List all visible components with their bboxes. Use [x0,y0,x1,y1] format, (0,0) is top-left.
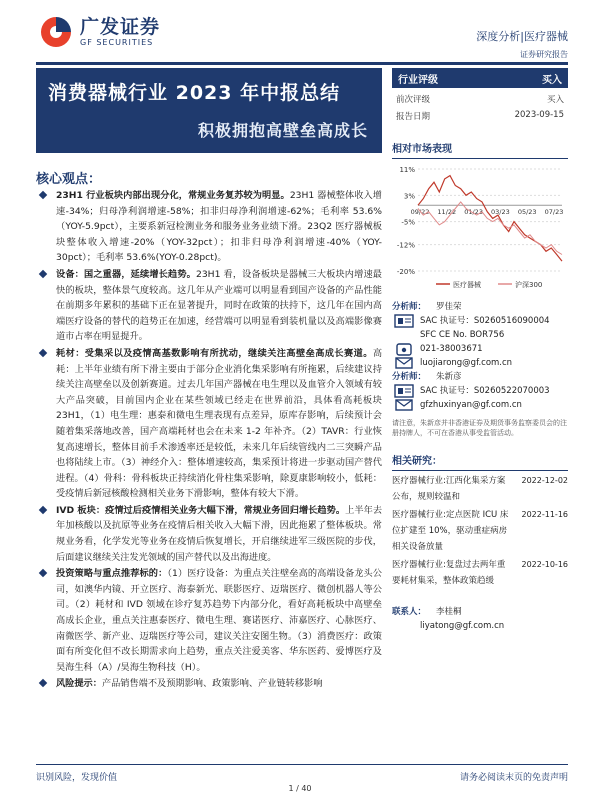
logo [38,14,160,50]
report-title: 消费器械行业 2023 年中报总结 [48,82,341,104]
footer-left: 识别风险，发现价值 [36,773,118,783]
rating-label: 行业评级 [398,74,438,86]
diamond-bullet-icon [39,569,47,577]
disclaimer: 请注意，朱新彦并非香港证券及期货事务监察委员会的注册持牌人，不可在香港从事受监管活动。 [392,419,567,437]
legend-label: 医疗器械 [453,281,481,289]
diamond-bullet-icon [39,270,47,278]
y-tick-label: 11% [399,166,415,174]
analyst-name: 罗佳荣 [436,302,462,312]
email-icon [394,356,414,370]
y-tick-label: -12% [396,241,415,250]
report-category: 深度分析|医疗器械 [476,30,568,43]
x-tick-label: 11/22 [437,208,457,217]
title-band [36,68,382,153]
email-link[interactable]: gfzhuxinyan@gf.com.cn [420,400,522,410]
chart-title: 相对市场表现 [392,140,568,159]
prev-rating-row: 前次评级 买入 [396,95,564,105]
relative-performance-chart [392,159,568,294]
core-points-heading: 核心观点： [36,172,102,187]
diamond-bullet-icon [39,506,47,514]
rating-bar [392,68,568,88]
phone-number: 021-38003671 [420,344,483,354]
related-item[interactable]: 医疗器械行业:定点医院 ICU 床位扩建至 10%，驱动重症病房相关设备放量 2022-11-16 [392,510,568,552]
id-card-icon [394,314,414,328]
contact-name: 李桂桐 [436,607,462,617]
logo-name-en: GF SECURITIES [80,37,154,47]
x-tick-label: 05/23 [517,208,537,217]
bullet-item: IVD 板块：疫情过后疫情相关业务大幅下滑，常规业务回归增长趋势。上半年去年加核酸以及抗原等业务在疫情后相关收入大幅下滑，因此拖累了整体板块。常规业务看，化学发光等业务在疫情后恢复增长，开启继续进军三级医院的步伐，后面建议继续关注发光领域的国产替代以及出海进度。 [36,503,382,565]
report-subtitle: 积极拥抱高壁垒高成长 [197,121,368,140]
bullet-item: 23H1 行业板块内部出现分化，常规业务复苏较为明显。23H1 器械整体收入增速-34%；归母净利润增速-58%；扣非归母净利润增速-62%；毛利率 53.6%（YOY-5.9pct），主要系新冠检测业务和服务业务业绩下滑。23Q2 医疗器械板块整体收入增速-20%（YOY-32pct）；扣非归母净利润增速-40%（YOY-30pct）；毛利率 53.6%(YOY-0.28pct)。 [36,188,382,266]
sac-number: SAC 执证号：S0260516090004 [420,316,550,326]
sfc-number: SFC CE No. BOR756 [420,330,505,340]
footer-divider [36,764,568,765]
contact-email[interactable]: liyatong@gf.com.cn [420,621,505,631]
y-tick-label: 3% [403,192,415,201]
bullet-item: 设备：国之重器，延续增长趋势。23H1 看，设备板块是器械三大板块内增速最快的板块，整体景气度较高。这几年从产业端可以明显看到国产设备的产品性能在前期多年累积的基础下正在显著提升，同时在政策的扶持下，这几年在国内高端医疗设备的替代的趋势正在加速，经营端可以明显看到装机量以及高端影像赛道市占率在明显提升。 [36,267,382,345]
contact-block: 联系人： 李桂桐 liyatong@gf.com.cn [392,607,505,631]
core-points-list [36,188,382,693]
footer-right: 请务必阅读末页的免责声明 [459,773,568,783]
report-header [0,0,600,62]
x-tick-label: 07/23 [544,208,564,217]
rating-value: 买入 [542,74,562,86]
x-tick-label: 03/23 [491,208,510,217]
diamond-bullet-icon [39,679,47,687]
header-divider [36,62,568,65]
related-item[interactable]: 医疗器械行业:复盘过去两年重要耗材集采，整体政策趋缓 2022-10-16 [392,560,568,586]
y-tick-label: -5% [401,218,415,227]
series-line-0 [418,176,562,262]
bullet-item: 投资策略与重点推荐标的：（1）医疗设备：为重点关注壁垒高的高端设备龙头公司，如澳华内镜、开立医疗、海泰新光、联影医疗、迈瑞医疗、微创机器人等公司。（2）耗材和 IVD 领域在诊疗复苏趋势下内部分化，看好高耗板块中高壁垒高成长企业，重点关注惠泰医疗、微电生理、赛诺医疗、沛嘉医疗、心脉医疗、南微医学、新产业、迈瑞医疗等公司，建议关注安图生物。（3）消费医疗：政策面有所变化但不改长期需求向上趋势，重点关注爱美客、华东医药、爱博医疗及昊海生科（A）/昊海生物科技（H）。 [36,566,382,675]
legend-label: 沪深300 [515,281,543,289]
page-number: 1 / 40 [288,784,312,793]
y-tick-label: -20% [396,268,415,276]
related-research-title: 相关研究： [392,452,568,471]
report-date-row: 报告日期 2023-09-15 [396,110,564,122]
sidebar [392,68,568,633]
diamond-bullet-icon [39,191,47,199]
related-item[interactable]: 医疗器械行业:江西化集采方案公布，规则较温和 2022-12-02 [392,476,568,502]
bullet-item: 耗材：受集采以及疫情高基数影响有所扰动，继续关注高壁垒高成长赛道。高耗：上半年业绩有所下滑主要由于部分企业消化集采影响有所拖累，后续建议持续关注高壁垒以及创新赛道。过去几年国产器械在电生理以及血管介入领域有较大产品突破，目前国内企业在某些领域已经走在世界前沿，具体看高耗板块 23H1，（1）电生理：惠泰和微电生理表现有点差异，原库存影响，后续预计会随着集采落地改善，国产高端耗材也会在未来 1-2 年补齐。（2）TAVR：行业恢复高速增长，整体目前手术渗透率还是较低，未来几年后续管线内二三突瞬产品也将陆续上市。（3）神经介入：整体增速较高，集采预计将进一步驱动国产替代进程。（4）骨科：骨科板块正持续消化骨柱集采影响，除夏康影响较小，低耗：受疫情后新冠核酸检测相关业务下滑影响，整体有较大下滑。 [36,346,382,502]
diamond-bullet-icon [39,349,47,357]
sac-number: SAC 执证号：S0260522070003 [420,386,550,396]
x-tick-label: 09/22 [410,208,430,217]
email-link[interactable]: luojiarong@gf.com.cn [420,358,513,368]
chart-svg [392,159,568,294]
gf-logo-icon [38,14,74,50]
analyst-block: 分析师： 罗佳荣 SAC 执证号：S0260516090004 SFC CE No. BOR756 021-38003671 luojiarong@gf.com.cn 分析师： 朱新彦 SAC 执证号：S0260522070003 gfzhuxinyan@gf.com.cn 请注意，朱新彦并非香港证券及期货事务监察委员会的注册持牌人，不可在香港从事受监管活动。 [392,302,567,437]
bullet-item: 风险提示：产品销售端不及预期影响、政策影响、产业链转移影响 [36,676,382,692]
analyst-name: 朱新彦 [436,372,462,382]
phone-icon [394,342,414,356]
id-card-icon [394,384,414,398]
x-tick-label: 01/23 [464,208,483,217]
logo-name-cn: 广发证券 [80,15,161,38]
email-icon [394,398,414,412]
report-type: 证券研究报告 [520,50,568,59]
